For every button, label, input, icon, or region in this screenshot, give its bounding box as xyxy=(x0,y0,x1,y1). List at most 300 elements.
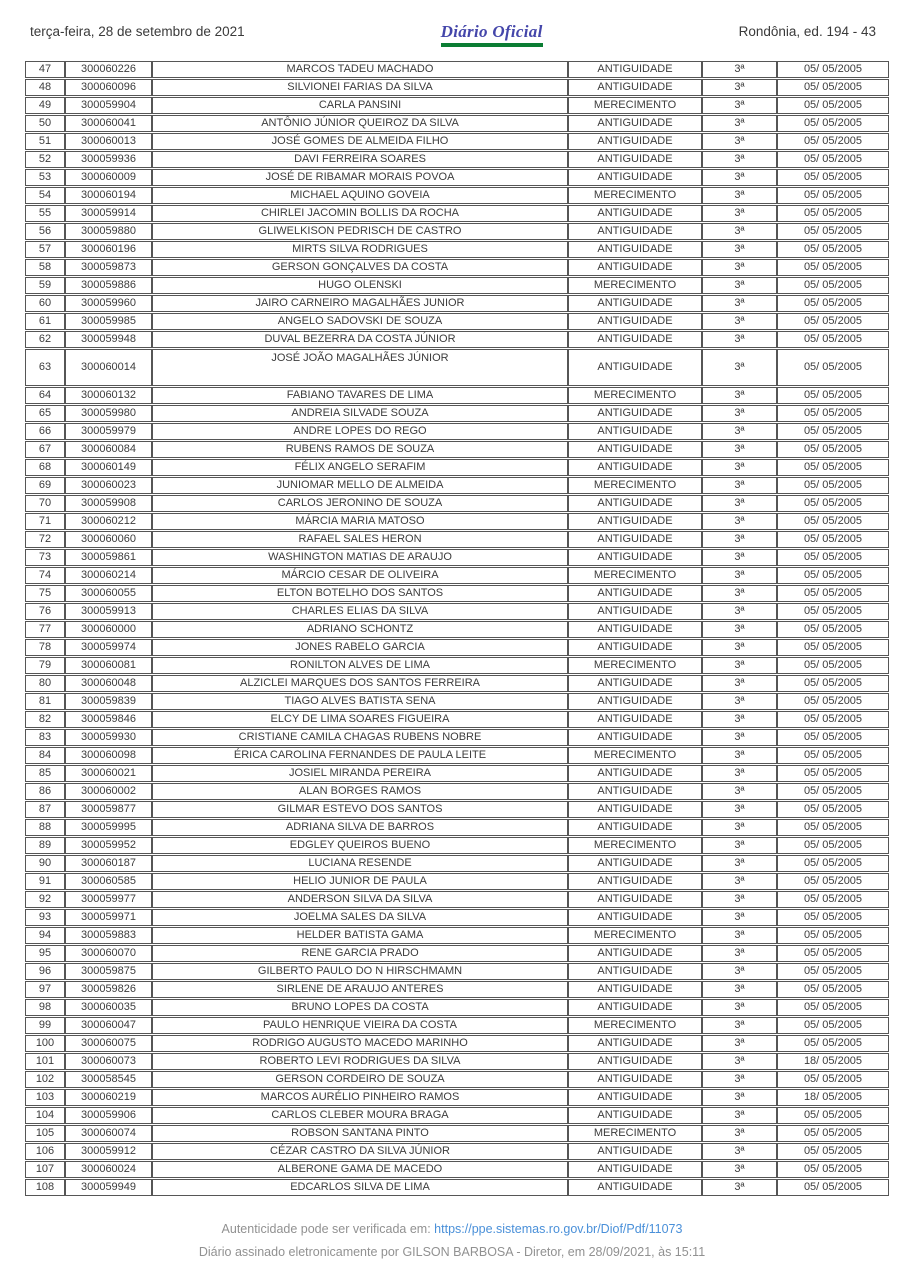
person-name: MARCOS TADEU MACHADO xyxy=(152,61,568,78)
table-row xyxy=(25,603,889,620)
promotion-type: ANTIGUIDADE xyxy=(568,873,702,890)
signature-line: Diário assinado eletronicamente por GILSON BARBOSA - Diretor, em 28/09/2021, às 15:11 xyxy=(198,1245,706,1259)
class-level: 3ª xyxy=(702,981,777,998)
row-number: 67 xyxy=(25,441,65,458)
row-number: 74 xyxy=(25,567,65,584)
masthead-underline xyxy=(441,43,543,47)
class-level: 3ª xyxy=(702,115,777,132)
promotion-type: ANTIGUIDADE xyxy=(568,513,702,530)
registration-number: 300060000 xyxy=(65,621,152,638)
table-row xyxy=(25,585,889,602)
class-level: 3ª xyxy=(702,549,777,566)
row-number: 75 xyxy=(25,585,65,602)
person-name: JOSIEL MIRANDA PEREIRA xyxy=(152,765,568,782)
row-number: 98 xyxy=(25,999,65,1016)
promotion-date: 05/ 05/2005 xyxy=(777,891,889,908)
promotion-type: ANTIGUIDADE xyxy=(568,585,702,602)
promotion-type: MERECIMENTO xyxy=(568,97,702,114)
table-row xyxy=(25,513,889,530)
person-name: CHARLES ELIAS DA SILVA xyxy=(152,603,568,620)
class-level: 3ª xyxy=(702,693,777,710)
table-row xyxy=(25,477,889,494)
row-number: 80 xyxy=(25,675,65,692)
table-row xyxy=(25,423,889,440)
row-number: 93 xyxy=(25,909,65,926)
table-row xyxy=(25,963,889,980)
row-number: 106 xyxy=(25,1143,65,1160)
promotion-date: 05/ 05/2005 xyxy=(777,981,889,998)
registration-number: 300060055 xyxy=(65,585,152,602)
row-number: 85 xyxy=(25,765,65,782)
row-number: 62 xyxy=(25,331,65,348)
table-row xyxy=(25,819,889,836)
class-level: 3ª xyxy=(702,1017,777,1034)
registration-number: 300059846 xyxy=(65,711,152,728)
promotion-date: 05/ 05/2005 xyxy=(777,331,889,348)
registration-number: 300059971 xyxy=(65,909,152,926)
promotion-date: 05/ 05/2005 xyxy=(777,259,889,276)
promotion-type: MERECIMENTO xyxy=(568,927,702,944)
registration-number: 300060098 xyxy=(65,747,152,764)
table-row xyxy=(25,981,889,998)
row-number: 79 xyxy=(25,657,65,674)
class-level: 3ª xyxy=(702,97,777,114)
registration-number: 300059904 xyxy=(65,97,152,114)
row-number: 56 xyxy=(25,223,65,240)
table-row xyxy=(25,1161,889,1178)
table-row xyxy=(25,115,889,132)
person-name: ELTON BOTELHO DOS SANTOS xyxy=(152,585,568,602)
row-number: 91 xyxy=(25,873,65,890)
class-level: 3ª xyxy=(702,765,777,782)
table-row xyxy=(25,1143,889,1160)
person-name: RAFAEL SALES HERON xyxy=(152,531,568,548)
promotion-date: 05/ 05/2005 xyxy=(777,79,889,96)
class-level: 3ª xyxy=(702,1161,777,1178)
person-name: JOELMA SALES DA SILVA xyxy=(152,909,568,926)
promotion-type: ANTIGUIDADE xyxy=(568,549,702,566)
table-row xyxy=(25,441,889,458)
promotion-date: 05/ 05/2005 xyxy=(777,1017,889,1034)
promotion-date: 05/ 05/2005 xyxy=(777,387,889,404)
person-name: RODRIGO AUGUSTO MACEDO MARINHO xyxy=(152,1035,568,1052)
registration-number: 300059949 xyxy=(65,1179,152,1196)
row-number: 52 xyxy=(25,151,65,168)
table-row xyxy=(25,1071,889,1088)
registration-number: 300059914 xyxy=(65,205,152,222)
promotion-date: 05/ 05/2005 xyxy=(777,459,889,476)
class-level: 3ª xyxy=(702,313,777,330)
row-number: 94 xyxy=(25,927,65,944)
promotion-type: ANTIGUIDADE xyxy=(568,223,702,240)
promotion-date: 05/ 05/2005 xyxy=(777,1143,889,1160)
promotion-type: ANTIGUIDADE xyxy=(568,909,702,926)
promotion-type: ANTIGUIDADE xyxy=(568,765,702,782)
table-row xyxy=(25,1179,889,1196)
page-header xyxy=(0,0,904,47)
class-level: 3ª xyxy=(702,1071,777,1088)
row-number: 70 xyxy=(25,495,65,512)
table-row xyxy=(25,349,889,386)
edition-info: Rondônia, ed. 194 - 43 xyxy=(738,24,876,39)
promotion-date: 05/ 05/2005 xyxy=(777,1179,889,1196)
row-number: 69 xyxy=(25,477,65,494)
row-number: 72 xyxy=(25,531,65,548)
row-number: 86 xyxy=(25,783,65,800)
row-number: 73 xyxy=(25,549,65,566)
table-row xyxy=(25,61,889,78)
promotion-type: ANTIGUIDADE xyxy=(568,981,702,998)
promotion-date: 05/ 05/2005 xyxy=(777,241,889,258)
class-level: 3ª xyxy=(702,621,777,638)
row-number: 96 xyxy=(25,963,65,980)
person-name: JOSÉ GOMES DE ALMEIDA FILHO xyxy=(152,133,568,150)
person-name: ADRIANA SILVA DE BARROS xyxy=(152,819,568,836)
promotion-date: 05/ 05/2005 xyxy=(777,441,889,458)
promotion-type: MERECIMENTO xyxy=(568,747,702,764)
promotion-type: ANTIGUIDADE xyxy=(568,675,702,692)
person-name: ELCY DE LIMA SOARES FIGUEIRA xyxy=(152,711,568,728)
promotion-date: 05/ 05/2005 xyxy=(777,115,889,132)
row-number: 81 xyxy=(25,693,65,710)
class-level: 3ª xyxy=(702,277,777,294)
row-number: 82 xyxy=(25,711,65,728)
row-number: 66 xyxy=(25,423,65,440)
promotion-date: 05/ 05/2005 xyxy=(777,1107,889,1124)
table-row xyxy=(25,133,889,150)
promotion-type: ANTIGUIDADE xyxy=(568,729,702,746)
promotion-date: 05/ 05/2005 xyxy=(777,729,889,746)
row-number: 55 xyxy=(25,205,65,222)
promotion-type: ANTIGUIDADE xyxy=(568,313,702,330)
promotion-type: ANTIGUIDADE xyxy=(568,819,702,836)
promotion-type: ANTIGUIDADE xyxy=(568,331,702,348)
promotion-type: ANTIGUIDADE xyxy=(568,1143,702,1160)
class-level: 3ª xyxy=(702,151,777,168)
table-row xyxy=(25,1035,889,1052)
row-number: 83 xyxy=(25,729,65,746)
row-number: 89 xyxy=(25,837,65,854)
class-level: 3ª xyxy=(702,1143,777,1160)
class-level: 3ª xyxy=(702,459,777,476)
promotion-type: ANTIGUIDADE xyxy=(568,639,702,656)
table-row xyxy=(25,693,889,710)
class-level: 3ª xyxy=(702,891,777,908)
masthead-title: Diário Oficial xyxy=(440,22,543,41)
promotion-date: 05/ 05/2005 xyxy=(777,927,889,944)
class-level: 3ª xyxy=(702,531,777,548)
promotion-date: 05/ 05/2005 xyxy=(777,405,889,422)
table-row xyxy=(25,79,889,96)
row-number: 97 xyxy=(25,981,65,998)
class-level: 3ª xyxy=(702,855,777,872)
registration-number: 300059880 xyxy=(65,223,152,240)
registration-number: 300059886 xyxy=(65,277,152,294)
promotion-type: ANTIGUIDADE xyxy=(568,459,702,476)
person-name: LUCIANA RESENDE xyxy=(152,855,568,872)
promotion-type: ANTIGUIDADE xyxy=(568,151,702,168)
promotion-date: 05/ 05/2005 xyxy=(777,513,889,530)
person-name: DUVAL BEZERRA DA COSTA JÚNIOR xyxy=(152,331,568,348)
table-row xyxy=(25,927,889,944)
promotion-type: ANTIGUIDADE xyxy=(568,1035,702,1052)
registration-number: 300059908 xyxy=(65,495,152,512)
registration-number: 300060024 xyxy=(65,1161,152,1178)
class-level: 3ª xyxy=(702,241,777,258)
registration-number: 300059979 xyxy=(65,423,152,440)
class-level: 3ª xyxy=(702,1179,777,1196)
registration-number: 300060187 xyxy=(65,855,152,872)
class-level: 3ª xyxy=(702,747,777,764)
promotion-type: MERECIMENTO xyxy=(568,1125,702,1142)
registration-number: 300060014 xyxy=(65,349,152,386)
promotion-date: 05/ 05/2005 xyxy=(777,477,889,494)
table-row xyxy=(25,259,889,276)
class-level: 3ª xyxy=(702,873,777,890)
row-number: 48 xyxy=(25,79,65,96)
registration-number: 300060013 xyxy=(65,133,152,150)
promotion-date: 05/ 05/2005 xyxy=(777,61,889,78)
person-name: ALAN BORGES RAMOS xyxy=(152,783,568,800)
person-name: RONILTON ALVES DE LIMA xyxy=(152,657,568,674)
person-name: CÉZAR CASTRO DA SILVA JÚNIOR xyxy=(152,1143,568,1160)
registration-number: 300060096 xyxy=(65,79,152,96)
registration-number: 300060585 xyxy=(65,873,152,890)
class-level: 3ª xyxy=(702,387,777,404)
row-number: 59 xyxy=(25,277,65,294)
registration-number: 300060149 xyxy=(65,459,152,476)
promotion-date: 05/ 05/2005 xyxy=(777,711,889,728)
promotion-date: 05/ 05/2005 xyxy=(777,657,889,674)
promotion-type: MERECIMENTO xyxy=(568,1017,702,1034)
person-name: HUGO OLENSKI xyxy=(152,277,568,294)
person-name: WASHINGTON MATIAS DE ARAUJO xyxy=(152,549,568,566)
table-row xyxy=(25,313,889,330)
person-name: RUBENS RAMOS DE SOUZA xyxy=(152,441,568,458)
person-name: HELDER BATISTA GAMA xyxy=(152,927,568,944)
promotion-type: MERECIMENTO xyxy=(568,187,702,204)
person-name: ANDERSON SILVA DA SILVA xyxy=(152,891,568,908)
person-name: TIAGO ALVES BATISTA SENA xyxy=(152,693,568,710)
table-row xyxy=(25,801,889,818)
row-number: 76 xyxy=(25,603,65,620)
person-name: JUNIOMAR MELLO DE ALMEIDA xyxy=(152,477,568,494)
person-name: ANDREIA SILVADE SOUZA xyxy=(152,405,568,422)
promotion-date: 05/ 05/2005 xyxy=(777,999,889,1016)
person-name: RENE GARCIA PRADO xyxy=(152,945,568,962)
promotion-date: 05/ 05/2005 xyxy=(777,423,889,440)
person-name: SILVIONEI FARIAS DA SILVA xyxy=(152,79,568,96)
table-row xyxy=(25,169,889,186)
registration-number: 300059875 xyxy=(65,963,152,980)
promotion-type: ANTIGUIDADE xyxy=(568,1107,702,1124)
row-number: 87 xyxy=(25,801,65,818)
class-level: 3ª xyxy=(702,169,777,186)
class-level: 3ª xyxy=(702,1089,777,1106)
class-level: 3ª xyxy=(702,79,777,96)
table-row xyxy=(25,999,889,1016)
class-level: 3ª xyxy=(702,513,777,530)
table-row xyxy=(25,945,889,962)
table-row xyxy=(25,1017,889,1034)
registration-number: 300058545 xyxy=(65,1071,152,1088)
registration-number: 300060214 xyxy=(65,567,152,584)
promotion-date: 05/ 05/2005 xyxy=(777,585,889,602)
person-name: MICHAEL AQUINO GOVEIA xyxy=(152,187,568,204)
table-row xyxy=(25,747,889,764)
registration-number: 300059952 xyxy=(65,837,152,854)
table-row xyxy=(25,277,889,294)
table-row xyxy=(25,387,889,404)
authenticity-line xyxy=(0,1222,904,1237)
promotion-date: 05/ 05/2005 xyxy=(777,349,889,386)
registration-number: 300060219 xyxy=(65,1089,152,1106)
table-row xyxy=(25,729,889,746)
row-number: 84 xyxy=(25,747,65,764)
table-row xyxy=(25,187,889,204)
promotion-date: 05/ 05/2005 xyxy=(777,675,889,692)
registration-number: 300059977 xyxy=(65,891,152,908)
table-row xyxy=(25,295,889,312)
promotion-type: MERECIMENTO xyxy=(568,477,702,494)
promotion-type: ANTIGUIDADE xyxy=(568,1179,702,1196)
promotion-date: 05/ 05/2005 xyxy=(777,1161,889,1178)
table-row xyxy=(25,495,889,512)
class-level: 3ª xyxy=(702,675,777,692)
row-number: 50 xyxy=(25,115,65,132)
registration-number: 300060084 xyxy=(65,441,152,458)
table-row xyxy=(25,241,889,258)
registration-number: 300059974 xyxy=(65,639,152,656)
class-level: 3ª xyxy=(702,657,777,674)
registration-number: 300060047 xyxy=(65,1017,152,1034)
class-level: 3ª xyxy=(702,331,777,348)
promotion-date: 05/ 05/2005 xyxy=(777,747,889,764)
row-number: 49 xyxy=(25,97,65,114)
promotion-date: 05/ 05/2005 xyxy=(777,963,889,980)
promotion-type: ANTIGUIDADE xyxy=(568,79,702,96)
registration-number: 300060212 xyxy=(65,513,152,530)
row-number: 54 xyxy=(25,187,65,204)
person-name: ROBSON SANTANA PINTO xyxy=(152,1125,568,1142)
masthead xyxy=(441,23,543,47)
registration-number: 300059948 xyxy=(65,331,152,348)
row-number: 68 xyxy=(25,459,65,476)
person-name: BRUNO LOPES DA COSTA xyxy=(152,999,568,1016)
class-level: 3ª xyxy=(702,477,777,494)
registration-number: 300059883 xyxy=(65,927,152,944)
promotion-date: 05/ 05/2005 xyxy=(777,205,889,222)
registration-number: 300059839 xyxy=(65,693,152,710)
registration-number: 300060070 xyxy=(65,945,152,962)
table-row xyxy=(25,891,889,908)
promotion-type: ANTIGUIDADE xyxy=(568,999,702,1016)
registration-number: 300059930 xyxy=(65,729,152,746)
authenticity-link[interactable]: https://ppe.sistemas.ro.gov.br/Diof/Pdf/11073 xyxy=(434,1222,683,1236)
person-name: ANDRE LOPES DO REGO xyxy=(152,423,568,440)
class-level: 3ª xyxy=(702,441,777,458)
person-name: FABIANO TAVARES DE LIMA xyxy=(152,387,568,404)
person-name: PAULO HENRIQUE VIEIRA DA COSTA xyxy=(152,1017,568,1034)
registration-number: 300060081 xyxy=(65,657,152,674)
class-level: 3ª xyxy=(702,999,777,1016)
table-row xyxy=(25,1125,889,1142)
row-number: 100 xyxy=(25,1035,65,1052)
row-number: 65 xyxy=(25,405,65,422)
registration-number: 300059936 xyxy=(65,151,152,168)
promotion-type: ANTIGUIDADE xyxy=(568,61,702,78)
class-level: 3ª xyxy=(702,963,777,980)
promotion-type: ANTIGUIDADE xyxy=(568,1071,702,1088)
registration-number: 300060226 xyxy=(65,61,152,78)
registration-number: 300060048 xyxy=(65,675,152,692)
promotion-type: MERECIMENTO xyxy=(568,387,702,404)
registration-number: 300060041 xyxy=(65,115,152,132)
registration-number: 300060073 xyxy=(65,1053,152,1070)
person-name: JOSÉ JOÃO MAGALHÃES JÚNIOR xyxy=(152,349,568,386)
class-level: 3ª xyxy=(702,639,777,656)
promotion-type: ANTIGUIDADE xyxy=(568,349,702,386)
person-name: GERSON CORDEIRO DE SOUZA xyxy=(152,1071,568,1088)
promotion-date: 05/ 05/2005 xyxy=(777,693,889,710)
person-name: ANTÔNIO JÚNIOR QUEIROZ DA SILVA xyxy=(152,115,568,132)
class-level: 3ª xyxy=(702,927,777,944)
promotion-type: ANTIGUIDADE xyxy=(568,133,702,150)
class-level: 3ª xyxy=(702,801,777,818)
class-level: 3ª xyxy=(702,1035,777,1052)
person-name: DAVI FERREIRA SOARES xyxy=(152,151,568,168)
class-level: 3ª xyxy=(702,259,777,276)
table-row xyxy=(25,837,889,854)
table-row xyxy=(25,909,889,926)
promotion-type: ANTIGUIDADE xyxy=(568,783,702,800)
registration-number: 300060023 xyxy=(65,477,152,494)
row-number: 105 xyxy=(25,1125,65,1142)
row-number: 71 xyxy=(25,513,65,530)
row-number: 90 xyxy=(25,855,65,872)
promotion-type: ANTIGUIDADE xyxy=(568,963,702,980)
promotion-date: 05/ 05/2005 xyxy=(777,1125,889,1142)
promotion-type: ANTIGUIDADE xyxy=(568,711,702,728)
class-level: 3ª xyxy=(702,729,777,746)
person-name: GILBERTO PAULO DO N HIRSCHMAMN xyxy=(152,963,568,980)
person-name: ADRIANO SCHONTZ xyxy=(152,621,568,638)
promotion-type: ANTIGUIDADE xyxy=(568,259,702,276)
registration-number: 300059906 xyxy=(65,1107,152,1124)
class-level: 3ª xyxy=(702,61,777,78)
promotion-date: 05/ 05/2005 xyxy=(777,549,889,566)
row-number: 51 xyxy=(25,133,65,150)
promotion-type: ANTIGUIDADE xyxy=(568,241,702,258)
person-name: ÉRICA CAROLINA FERNANDES DE PAULA LEITE xyxy=(152,747,568,764)
row-number: 63 xyxy=(25,349,65,386)
promotion-date: 05/ 05/2005 xyxy=(777,223,889,240)
person-name: ALZICLEI MARQUES DOS SANTOS FERREIRA xyxy=(152,675,568,692)
class-level: 3ª xyxy=(702,1053,777,1070)
person-name: SIRLENE DE ARAUJO ANTERES xyxy=(152,981,568,998)
promotion-type: ANTIGUIDADE xyxy=(568,423,702,440)
promotion-date: 05/ 05/2005 xyxy=(777,801,889,818)
promotion-type: ANTIGUIDADE xyxy=(568,693,702,710)
registration-number: 300059826 xyxy=(65,981,152,998)
person-name: ALBERONE GAMA DE MACEDO xyxy=(152,1161,568,1178)
table-row xyxy=(25,531,889,548)
row-number: 103 xyxy=(25,1089,65,1106)
promotion-type: ANTIGUIDADE xyxy=(568,1089,702,1106)
registration-number: 300059995 xyxy=(65,819,152,836)
issue-date: terça-feira, 28 de setembro de 2021 xyxy=(30,24,245,39)
class-level: 3ª xyxy=(702,349,777,386)
